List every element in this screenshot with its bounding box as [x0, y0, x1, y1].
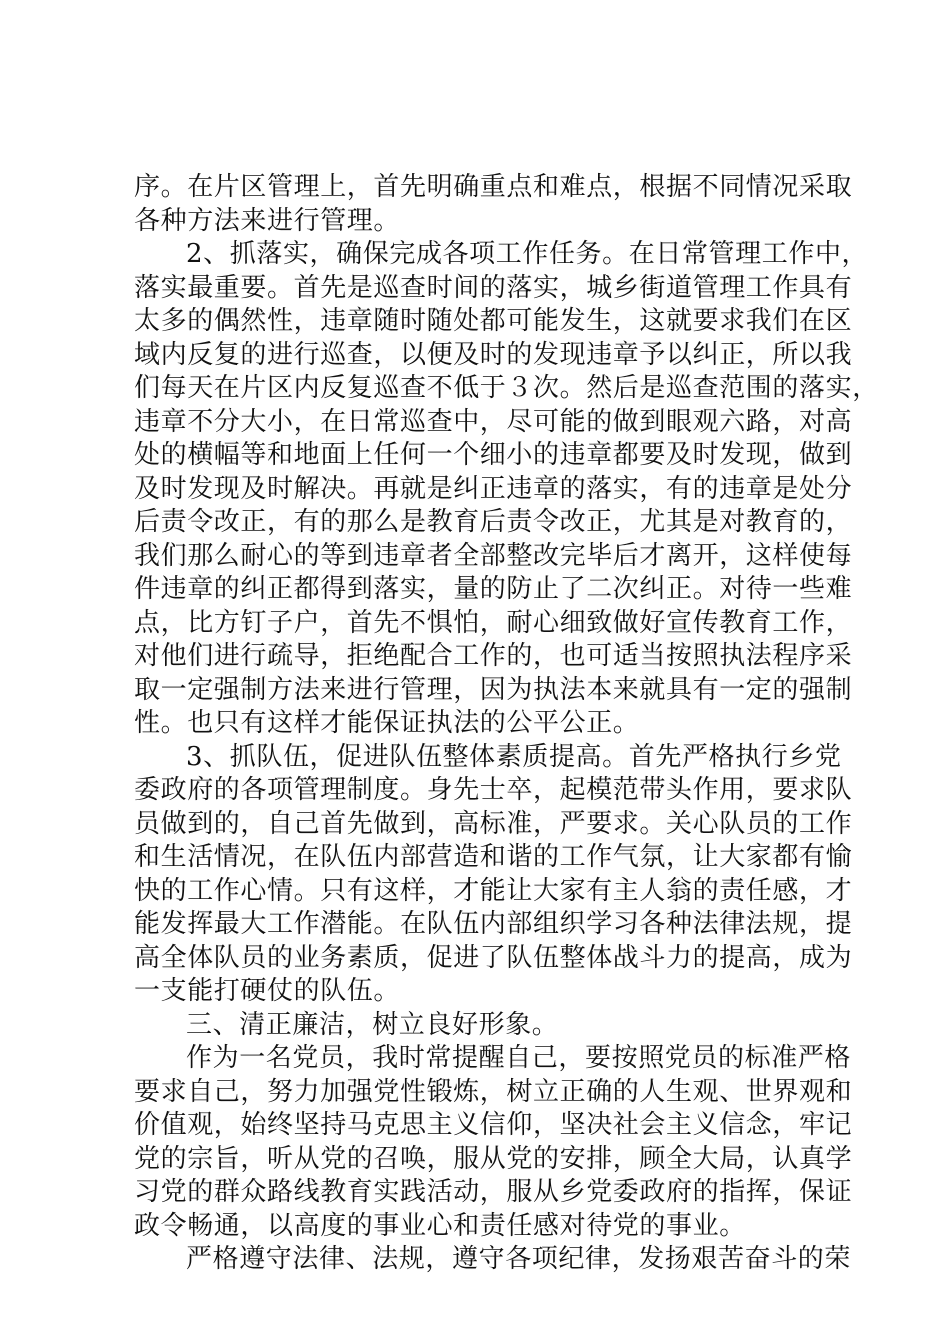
document-body [134, 171, 879, 1277]
text-line: 委政府的各项管理制度。身先士卒，起模范带头作用，要求队 [134, 775, 853, 805]
text-line: 太多的偶然性，违章随时随处都可能发生，这就要求我们在区 [134, 306, 853, 336]
paragraph-start-line: 2、抓落实，确保完成各项工作任务。在日常管理工作中， [186, 239, 869, 269]
paragraph-start-line: 严格遵守法律、法规，遵守各项纪律，发扬艰苦奋斗的荣 [186, 1244, 852, 1274]
text-line: 对他们进行疏导，拒绝配合工作的，也可适当按照执法程序采 [134, 641, 853, 671]
text-line: 我们那么耐心的等到违章者全部整改完毕后才离开，这样使每 [134, 540, 853, 571]
paragraph-start-line: 3、抓队伍，促进队伍整体素质提高。首先严格执行乡党 [186, 741, 842, 772]
text-line: 要求自己，努力加强党性锻炼，树立正确的人生观、世界观和 [134, 1076, 853, 1107]
text-line: 员做到的，自己首先做到，高标准，严要求。关心队员的工作 [134, 808, 853, 839]
section-heading: 三、清正廉洁，树立良好形象。 [186, 1009, 559, 1040]
text-line: 们每天在片区内反复巡查不低于３次。然后是巡查范围的落实， [134, 373, 879, 403]
text-line: 件违章的纠正都得到落实，量的防止了二次纠正。对待一些难 [134, 574, 853, 604]
text-line: 价值观，始终坚持马克思主义信仰，坚决社会主义信念，牢记 [134, 1110, 853, 1140]
text-line: 点，比方钉子户，首先不惧怕，耐心细致做好宣传教育工作， [134, 607, 853, 638]
text-line: 能发挥最大工作潜能。在队伍内部组织学习各种法律法规，提 [134, 909, 853, 939]
text-line: 和生活情况，在队伍内部营造和谐的工作气氛，让大家都有愉 [134, 842, 853, 872]
text-line: 高全体队员的业务素质，促进了队伍整体战斗力的提高，成为 [134, 942, 853, 973]
text-line: 习党的群众路线教育实践活动，服从乡党委政府的指挥，保证 [134, 1177, 853, 1207]
text-line: 政令畅通，以高度的事业心和责任感对待党的事业。 [134, 1210, 746, 1241]
text-line: 落实最重要。首先是巡查时间的落实，城乡街道管理工作具有 [134, 272, 853, 303]
text-line: 一支能打硬仗的队伍。 [134, 976, 401, 1006]
text-line: 取一定强制方法来进行管理，因为执法本来就具有一定的强制 [134, 674, 853, 705]
text-line: 及时发现及时解决。再就是纠正违章的落实，有的违章是处分 [134, 473, 853, 504]
text-line: 各种方法来进行管理。 [134, 205, 401, 236]
text-line: 违章不分大小，在日常巡查中，尽可能的做到眼观六路，对高 [134, 406, 853, 437]
text-line: 后责令改正，有的那么是教育后责令改正，尤其是对教育的， [134, 507, 853, 537]
text-line: 党的宗旨，听从党的召唤，服从党的安排，顾全大局，认真学 [134, 1143, 853, 1174]
text-line: 快的工作心情。只有这样，才能让大家有主人翁的责任感，才 [134, 875, 853, 906]
text-line: 处的横幅等和地面上任何一个细小的违章都要及时发现，做到 [134, 440, 853, 470]
text-line: 性。也只有这样才能保证执法的公平公正。 [134, 708, 640, 738]
paragraph-start-line: 作为一名党员，我时常提醒自己，要按照党员的标准严格 [186, 1043, 852, 1073]
text-line: 域内反复的进行巡查，以便及时的发现违章予以纠正，所以我 [134, 339, 853, 370]
text-line: 序。在片区管理上，首先明确重点和难点，根据不同情况采取 [134, 172, 853, 202]
